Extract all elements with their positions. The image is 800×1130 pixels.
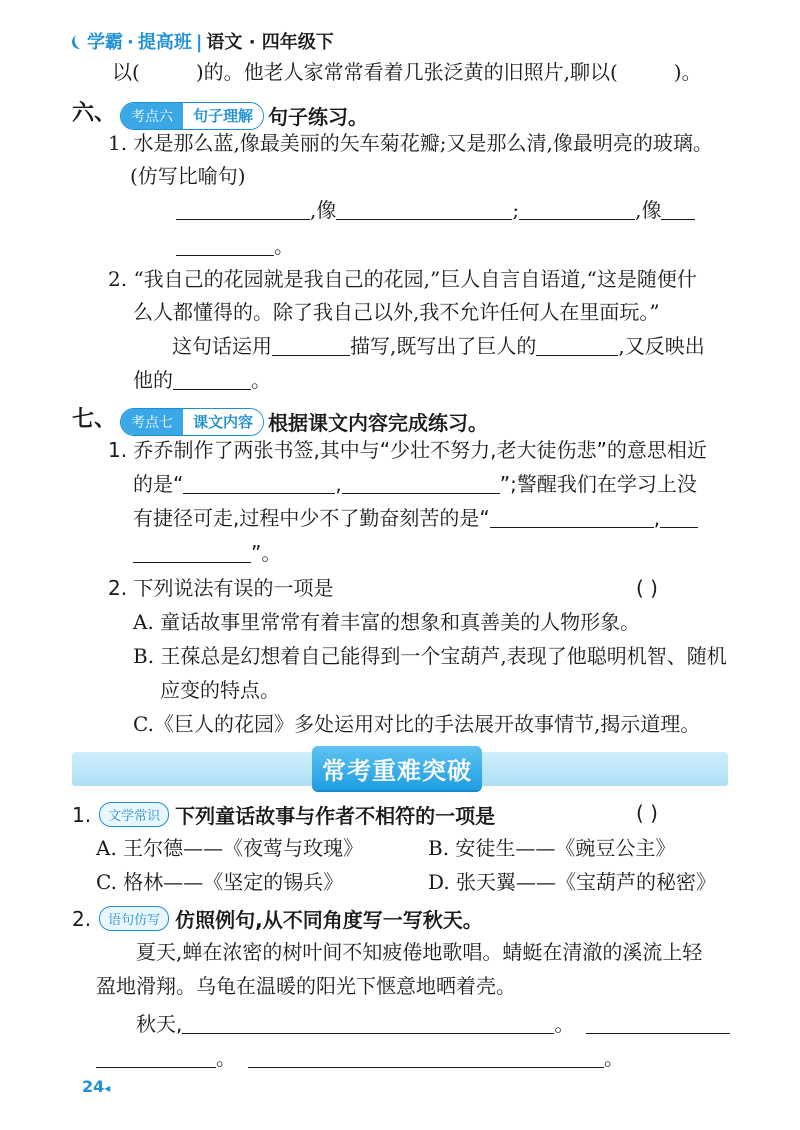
answer-blank[interactable] [183,475,335,494]
answer-blank[interactable] [342,475,500,494]
s7-q2-option-b-cont: 应变的特点。 [160,678,280,702]
answer-blank[interactable] [182,1015,554,1034]
s6-q2-line3: 这句话运用 描写,既写出了巨人的 ,又反映出 [172,334,705,358]
header-divider: | [195,32,203,53]
answer-blank[interactable] [490,509,654,528]
p2-q1-option-a: A. 王尔德——《夜莺与玫瑰》 [96,836,364,860]
s7-q2-option-a: A. 童话故事里常常有着丰富的想象和真善美的人物形象。 [133,610,641,634]
answer-blank[interactable] [586,1015,730,1034]
answer-blank[interactable] [96,1049,216,1068]
answer-blank[interactable] [133,544,251,563]
section7-heading: 七、 考点七 课文内容 根据课文内容完成练习。 [72,407,489,435]
brand-name: 学霸 [87,32,123,53]
answer-blank[interactable] [248,1049,604,1068]
answer-paren[interactable]: ( ) [636,801,658,825]
p2-q1-option-b: B. 安徒生——《豌豆公主》 [428,836,676,860]
s7-q1-line4: ”。 [133,543,281,563]
intro-line: 以( )的。他老人家常常看着几张泛黄的旧照片,聊以( )。 [112,60,702,84]
brand-swoosh-icon [70,33,87,50]
p2-q1-option-d: D. 张天翼——《宝葫芦的秘密》 [428,870,717,894]
answer-blank[interactable] [660,509,698,528]
p2-q1-heading: 1. 文学常识 下列童话故事与作者不相符的一项是 [72,802,496,828]
s7-q2-option-c: C.《巨人的花园》多处运用对比的手法展开故事情节,揭示道理。 [133,712,701,736]
p2-q1-option-c: C. 格林——《坚定的锡兵》 [96,870,344,894]
p2-q2-autumn-row1: 秋天, 。 [136,1014,730,1034]
s7-q1-line3: 有捷径可走,过程中少不了勤奋刻苦的是“ , [133,508,698,528]
header-dot: · [127,32,134,53]
answer-blank[interactable] [272,337,350,356]
s6-q1-blanks-row2: 。 [176,236,294,256]
page-header [72,28,334,54]
s6-q1-note: (仿写比喻句) [130,164,246,188]
subject-grade: 语文 · 四年级下 [206,32,334,53]
answer-blank[interactable] [336,201,512,220]
s6-q2-line2: 么人都懂得的。除了我自己以外,我不允许任何人在里面玩。” [133,300,660,324]
answer-blank[interactable] [176,201,310,220]
s7-q1-line1: 1. 乔乔制作了两张书签,其中与“少壮不努力,老大徒伤悲”的意思相近 [108,438,707,462]
p2-q2-heading: 2. 语句仿写 仿照例句,从不同角度写一写秋天。 [72,906,483,932]
section7-tag: 考点七 课文内容 [120,408,264,436]
p2-q2-example-line1: 夏天,蝉在浓密的树叶间不知疲倦地歌唱。蜻蜓在清澈的溪流上轻 [136,940,703,964]
answer-blank[interactable] [536,337,618,356]
s7-q1-line2: 的是“ , ”;警醒我们在学习上没 [133,472,697,496]
section6-tag: 考点六 句子理解 [120,102,264,130]
knowledge-tag: 语句仿写 [99,906,169,931]
page-arrow-icon: ◂ [104,1081,111,1095]
knowledge-tag: 文学常识 [99,802,169,827]
s7-q2-stem: 2. 下列说法有误的一项是 [108,576,334,600]
answer-blank[interactable] [519,201,635,220]
section6-heading: 六、 考点六 句子理解 句子练习。 [72,101,369,129]
answer-blank[interactable] [176,237,274,256]
s7-q2-option-b: B. 王葆总是幻想着自己能得到一个宝葫芦,表现了他聪明机智、随机 [133,644,727,668]
page-number: 24◂ [82,1077,111,1096]
series-name: 提高班 [137,32,192,53]
answer-paren[interactable]: ( ) [636,576,658,600]
s6-q2-line4: 他的 。 [133,368,271,392]
p2-q2-example-line2: 盈地滑翔。乌龟在温暖的阳光下惬意地晒着壳。 [96,974,516,998]
p2-q2-autumn-row2: 。 。 [96,1048,624,1068]
banner-title: 常考重难突破 [312,746,482,790]
s6-q1-text: 1. 水是那么蓝,像最美丽的矢车菊花瓣;又是那么清,像最明亮的玻璃。 [108,131,713,155]
answer-blank[interactable] [173,371,251,390]
s6-q1-blanks-row1: ,像 ; ,像 [176,200,695,220]
answer-blank[interactable] [661,201,695,220]
s6-q2-line1: 2. “我自己的花园就是我自己的花园,”巨人自言自语道,“这是随便什 [108,267,697,291]
